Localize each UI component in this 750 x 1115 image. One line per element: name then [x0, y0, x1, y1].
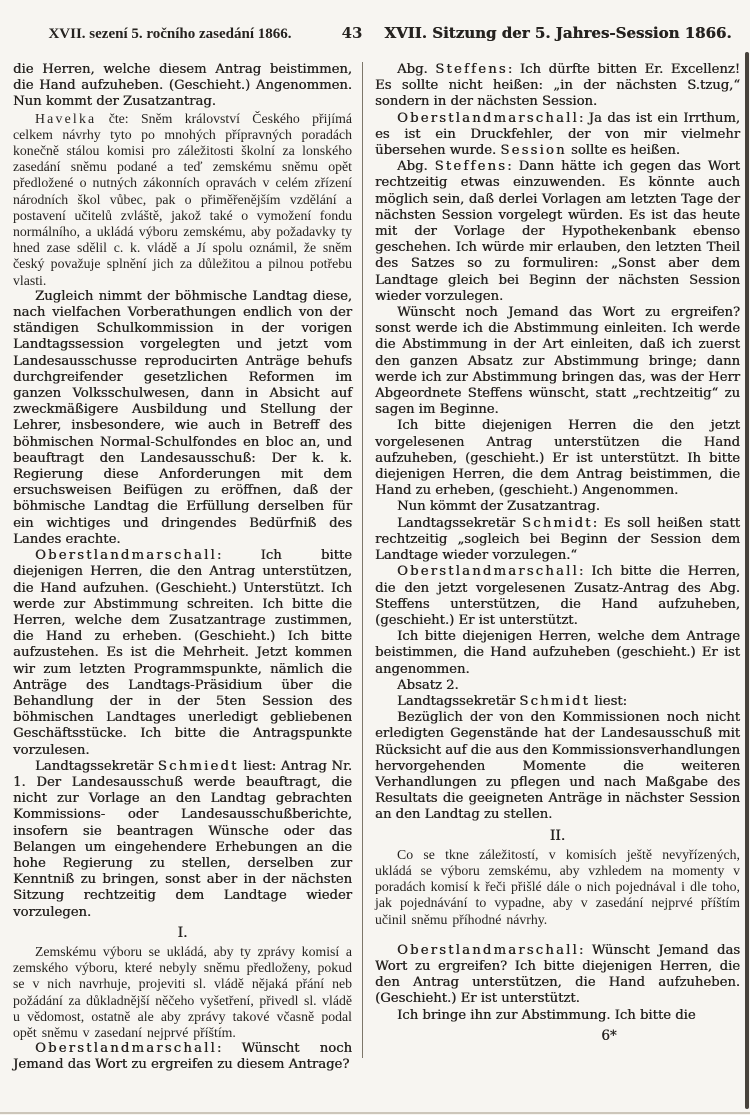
speaker-name: Schmidt — [519, 693, 591, 709]
paragraph: Nun kömmt der Zusatzantrag. — [397, 499, 600, 515]
paragraph: Wünscht noch Jemand das Wort zu ergreifen? sonst werde ich die Abstimmung einleiten. Ich werde die Abstimmung in der Art einleiten, daß ich zuerst den ganzen Absatz zur Abstimmung bringe; dann werde ich zur Abstimmung bringen das, was der Herr Abgeordnete Steffens wünscht, statt „rechtzeitig“ zu sagen im Beginne. — [375, 305, 740, 418]
speaker-name: Oberstlandmarschall — [397, 942, 579, 958]
column-divider-rule — [362, 62, 363, 1058]
header-german-title: XVII. Sitzung der 5. Jahres-Session 1866. — [384, 24, 732, 42]
speaker-name: Oberstlandmarschall — [35, 548, 217, 564]
speaker-name: Schmiedt — [157, 758, 239, 774]
paragraph: Landtagssekretär Schmiedt liest: Antrag Nr. 1. Der Landesausschuß werde beauftragt, die nicht zur Vorlage an den Landtag gebrachten Kommissions- oder Landesausschußberichte, insofern sie beantragen Wünsche oder das Belangen um eingehendere Erhebungen an die hohe Regierung zu stellen, derselben zur Kenntniß zu bringen, sonst aber in der nächsten Sitzung rechtzeitig dem Landtage wieder vorzulegen. — [13, 758, 352, 920]
paragraph: Havelka čte: Sněm království Českého přijímá celkem návrhy tyto po mnohých přípravných poradách konečně stálou komisi pro záležitosti školní za lonského zasedání sněmu podané a teď zemskému sněmu opět předložené o nutných zákonních opravách v celém zřízení národních škol vůbec, pak o přiměřenějším vzdělání a postavení učitelů zvláště, jakož také o vymožení fondu normálního, a ukládá výboru zemskému, aby požadavky ty hned zase sdělil c. k. vládě a Jí spolu oznámil, že sněm český považuje splnění jich za důležitou a pilnou potřebu vlasti. — [13, 110, 352, 288]
speaker-name: Oberstlandmarschall — [35, 1041, 217, 1057]
running-header — [14, 24, 738, 43]
paragraph: Landtagssekretär Schmidt liest: — [397, 693, 627, 709]
paragraph: Absatz 2. — [397, 677, 459, 693]
speaker-name: Schmidt — [521, 515, 593, 531]
paragraph: Oberstlandmarschall: Ich bitte diejenigen Herren, die den Antrag unterstützen, die Hand aufzuhen. (Geschieht.) Unterstützt. Ich werde zur Abstimmung schreiten. Ich bitte die Herren, welche dem Zusatzantrage zustimmen, die Hand zu erheben. (Geschieht.) Ich bitte aufzustehen. Es ist die Mehrheit. Jetzt kommen wir zum letzten Programmspunkte, nämlich die Anträge des Landtags-Präsidium über die Behandlung der in der 5ten Session des böhmischen Landtages unerledigt gebliebenen Geschäftsstücke. Ich bitte die Antragspunkte vorzulesen. — [13, 548, 352, 758]
paragraph: Oberstlandmarschall: Ja das ist ein Irrthum, es ist ein Druckfehler, der von mir vielmehr übersehen wurde. Session sollte es heißen. — [375, 110, 740, 159]
speaker-name: Oberstlandmarschall — [397, 110, 579, 126]
paragraph: Abg. Steffens: Dann hätte ich gegen das Wort rechtzeitig etwas einzuwenden. Es könnte auch möglich sein, daß derlei Vorlagen am letzten Tage der nächsten Session vorgelegt würden. Es ist das heute mit der Vorlage der Hypothekenbank ebenso geschehen. Ich würde mir erlauben, den letzten Theil des Satzes so zu formuliren: „Sonst aber dem Landtage gleich bei Beginn der nächsten Session wieder vorzulegen. — [375, 159, 740, 304]
paragraph: Ich bitte diejenigen Herren die den jetzt vorgelesenen Antrag unterstützen die Hand aufzuheben, (geschieht.) Er ist unterstützt. Ih bitte diejenigen Herren, die dem Antrag beistimmen, die Hand zu erheben, (geschieht.) Angenommen. — [375, 418, 740, 499]
speaker-name: Session — [500, 143, 567, 159]
speaker-name: Havelka — [35, 110, 97, 126]
paragraph: die Herren, welche diesem Antrag beistimmen, die Hand aufzuheben. (Geschieht.) Angenommen. Nun kommt der Zusatzantrag. — [13, 62, 352, 110]
section-heading: I. — [177, 924, 188, 941]
paragraph: Co se tkne záležitostí, v komisích ještě nevyřízených, ukládá se výboru zemskému, aby vzhledem na momenty v poradách komisí k řeči přišlé dále o nich pojednával i dle toho, jak pojednávání to vypadne, aby v zasedání nejprvé příštím učinil sněmu příhodné návrhy. — [375, 846, 740, 927]
left-column — [13, 62, 352, 1074]
speaker-name: Steffens — [434, 159, 508, 175]
paragraph: Landtagssekretär Schmidt: Es soll heißen statt rechtzeitig „sogleich bei Beginn der Session dem Landtage wieder vorzulegen.“ — [375, 515, 740, 564]
page-number: 43 — [341, 24, 363, 42]
paragraph: Zemskému výboru se ukládá, aby ty zprávy komisí a zemského výboru, které nebyly sněmu předloženy, pokud se v nich navrhuje, projeviti sl. vládě nějaká přání neb požádání za důkladnější něčeho vyšetření, přivedl sl. vládě u vědomost, ostatně ale aby zprávy takové včasně podal opět sněmu v zasedaní nejprvé příštím. — [13, 943, 352, 1040]
scan-edge-bottom — [0, 1112, 750, 1114]
paragraph: Bezüglich der von den Kommissionen noch nicht erledigten Gegenstände hat der Landesausschuß mit Rücksicht auf die aus den Kommissionsverhandlungen hervorgehenden Momente die weiteren Verhandlungen zu pflegen und nach Maßgabe des Resultats die geeigneten Anträge in nächster Session an den Landtag zu stellen. — [375, 710, 740, 823]
paragraph: Ich bringe ihn zur Abstimmung. Ich bitte die — [397, 1007, 696, 1023]
paragraph: Zugleich nimmt der böhmische Landtag diese, nach vielfachen Vorberathungen endlich von der ständigen Schulkommission in der vorigen Landtagssession vorgelegten und jetzt vom Landesausschusse reproducirten Anträge behufs durchgreifender gesetzlichen Reformen im ganzen Volksschulwesen, dann in Absicht auf zweckmäßigere Ausbildung und Stellung der Lehrer, insbesondere, wie auch in Betreff des böhmischen Normal-Schulfondes en bloc an, und beauftragt den Landesausschuß: Der k. k. Regierung diese Anforderungen mit dem ersuchsweisen Beifügen zu eröffnen, daß der böhmische Landtag die Erfüllung derselben für ein wichtiges und dringendes Bedürfniß des Landes erachte. — [13, 288, 352, 547]
right-column — [375, 62, 740, 1044]
paragraph: Oberstlandmarschall: Wünscht Jemand das Wort zu ergreifen? Ich bitte diejenigen Herren, die den Antrag unterstützen, die Hand aufzuheben. (Geschieht.) Er ist unterstützt. — [375, 942, 740, 1007]
printers-signature-mark: 6* — [601, 1027, 617, 1044]
paragraph: Oberstlandmarschall: Wünscht noch Jemand das Wort zu ergreifen zu diesem Antrage? — [13, 1041, 352, 1073]
header-czech-title: XVII. sezení 5. ročního zasedání 1866. — [48, 26, 292, 42]
paragraph: Ich bitte diejenigen Herren, welche dem Antrage beistimmen, die Hand aufzuheben (geschieht.) Er ist angenommen. — [375, 629, 740, 677]
section-heading: II. — [549, 827, 566, 844]
speaker-name: Steffens — [435, 62, 508, 77]
scan-edge-right — [745, 52, 749, 1109]
paragraph: Abg. Steffens: Ich dürfte bitten Er. Excellenz! Es sollte nicht heißen: „in der nächsten S.tzug,“ sondern in der nächsten Session. — [375, 62, 740, 110]
paragraph: Oberstlandmarschall: Ich bitte die Herren, die den jetzt vorgelesenen Zusatz-Antrag des Abg. Steffens unterstützen, die Hand aufzuheben, (geschieht.) Er ist unterstützt. — [375, 564, 740, 628]
speaker-name: Oberstlandmarschall — [397, 564, 579, 580]
